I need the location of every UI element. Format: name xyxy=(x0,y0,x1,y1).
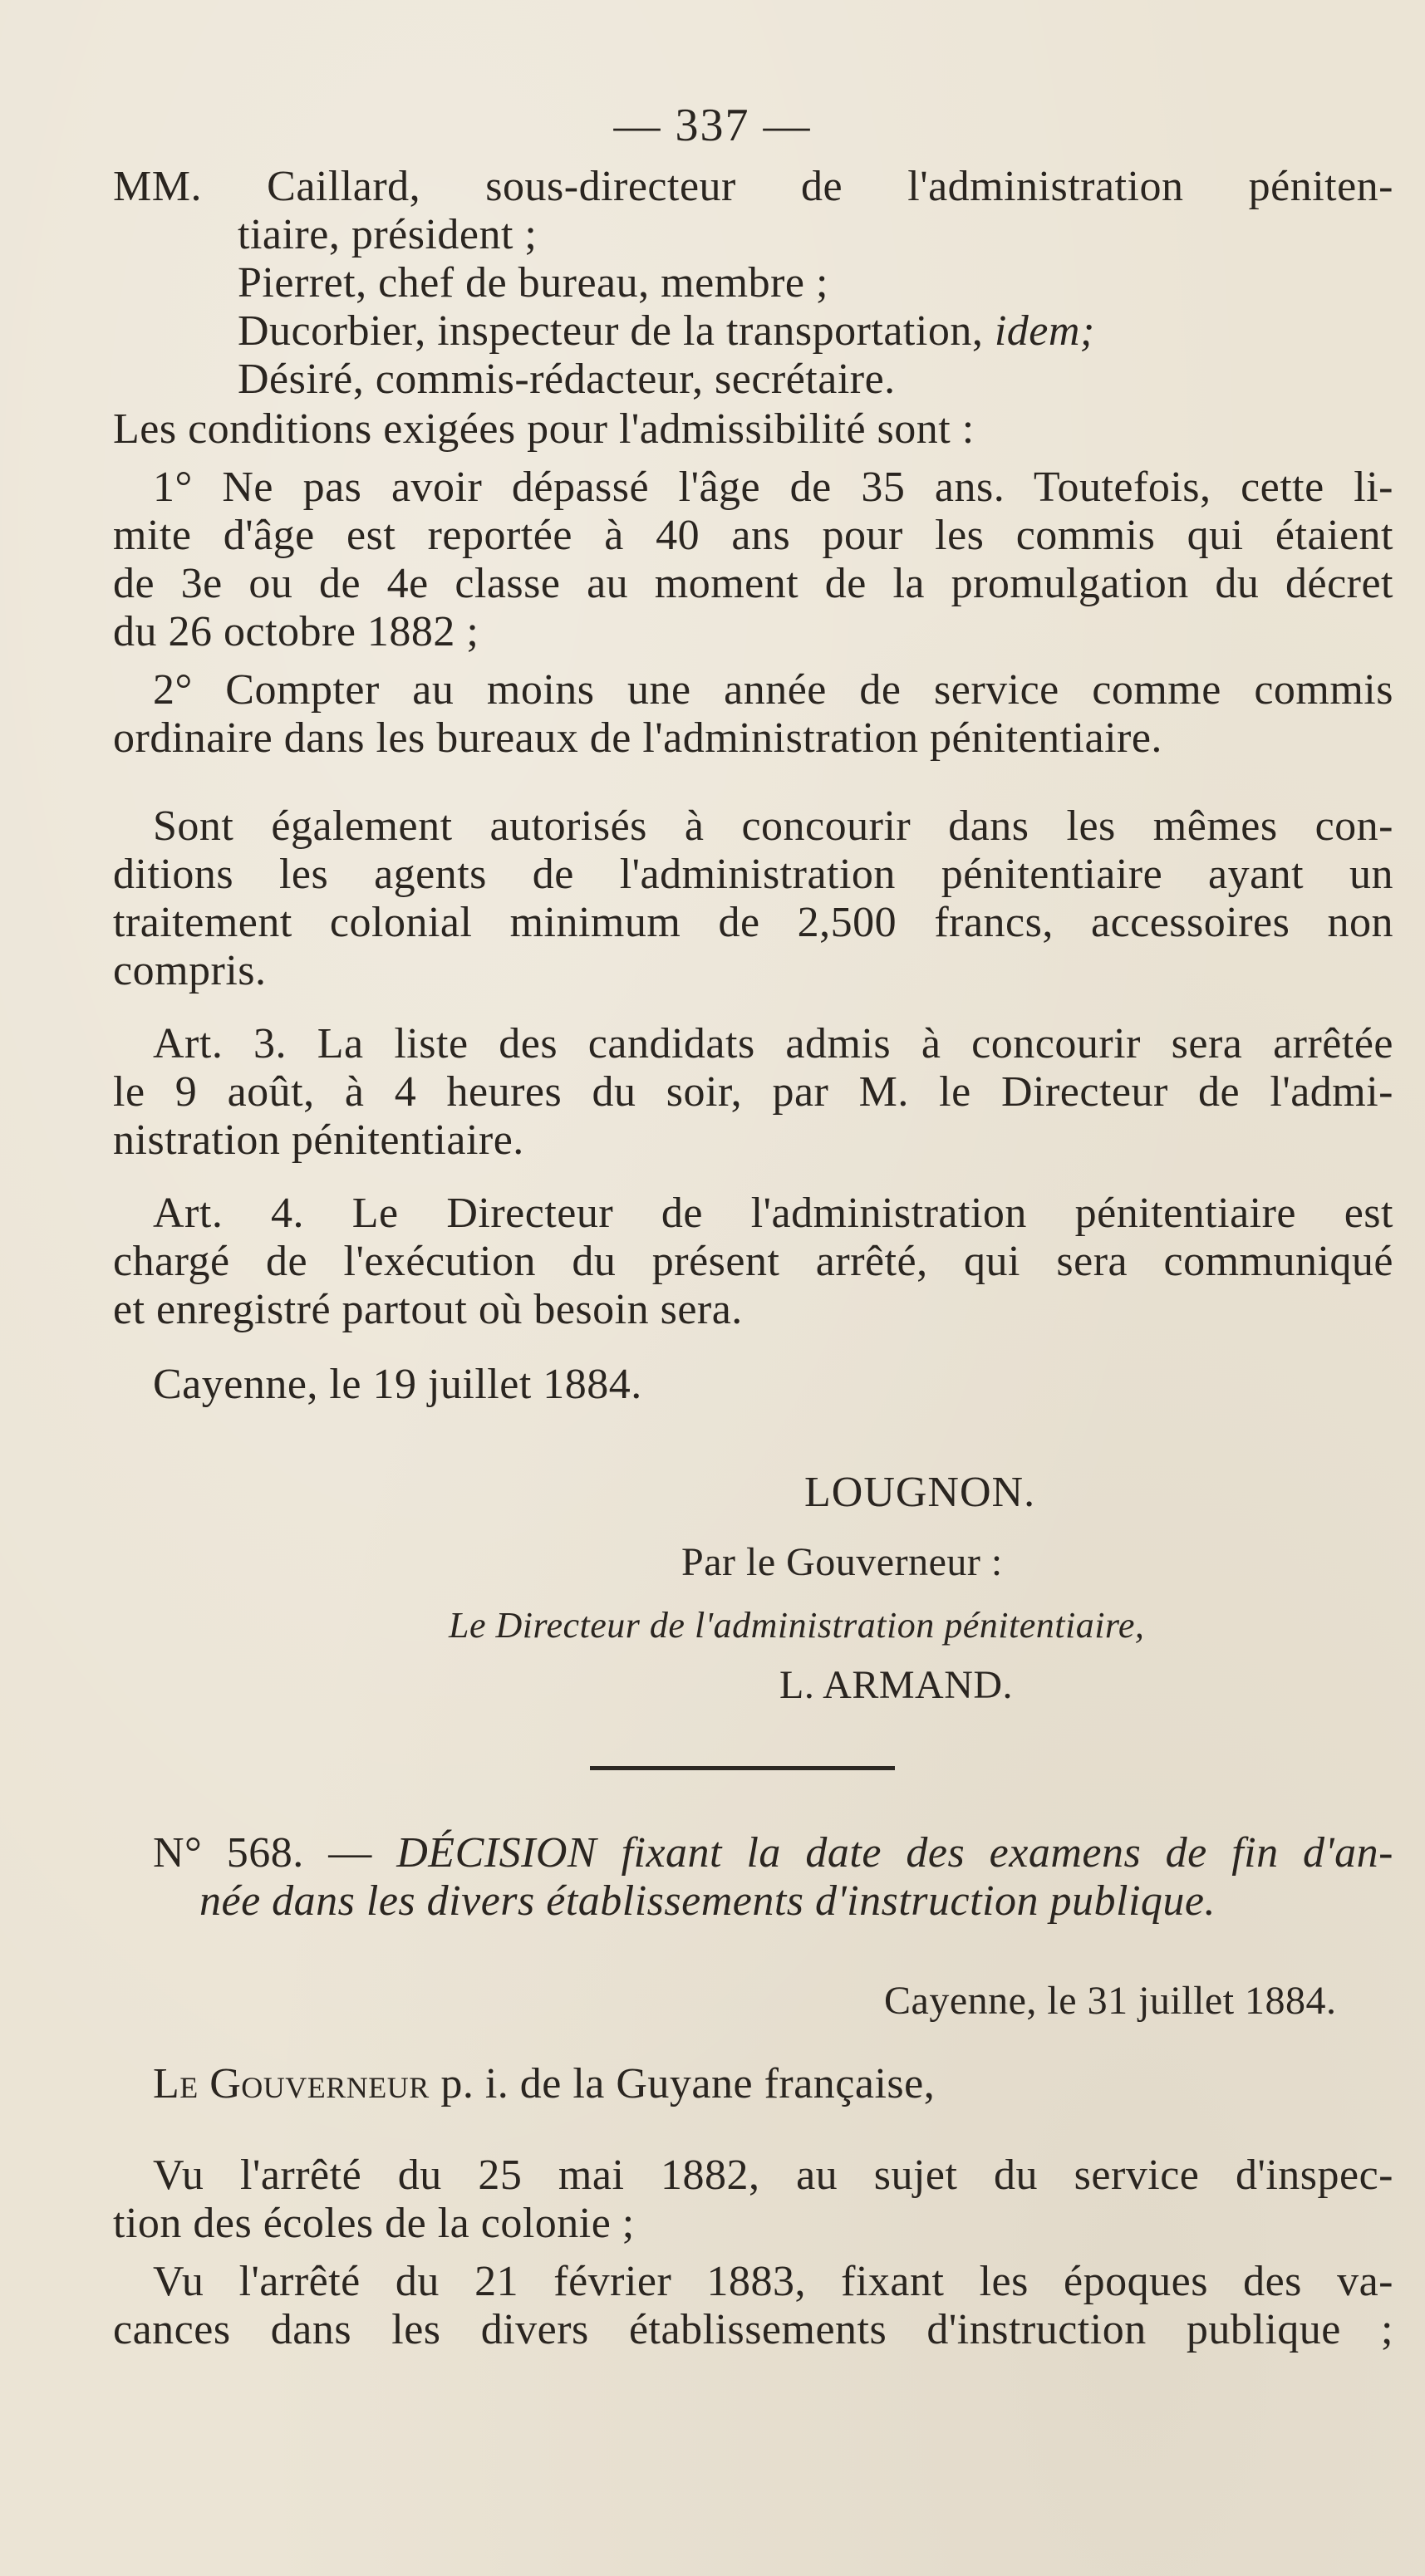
considering-2-line-1: Vu l'arrêté du 21 février 1883, fixant les époques des va- xyxy=(153,2258,1393,2305)
conditions-intro: Les conditions exigées pour l'admissibilité sont : xyxy=(113,405,975,453)
place-date: Cayenne, le 19 juillet 1884. xyxy=(153,1361,642,1408)
committee-line-4-italic: idem; xyxy=(994,307,1095,355)
committee-line-4-text: Ducorbier, inspecteur de la transportation, xyxy=(238,307,984,355)
agents-line-1: Sont également autorisés à concourir dans les mêmes con- xyxy=(153,802,1393,850)
condition-2-line-1: 2° Compter au moins une année de service comme commis xyxy=(153,666,1393,714)
section-divider xyxy=(590,1766,895,1770)
agents-line-3: traitement colonial minimum de 2,500 francs, accessoires non xyxy=(113,899,1393,946)
committee-line-5: Désiré, commis-rédacteur, secrétaire. xyxy=(238,356,896,403)
committee-line-2: tiaire, président ; xyxy=(238,211,538,258)
governor-rest: p. i. de la Guyane française, xyxy=(440,2060,936,2107)
director-name: L. ARMAND. xyxy=(779,1663,1014,1707)
page-number: — 337 — xyxy=(613,100,812,151)
agents-line-2: ditions les agents de l'administration pénitentiaire ayant un xyxy=(113,851,1393,898)
decision-title-line-2 xyxy=(199,1876,1216,1927)
article-3-line-2: le 9 août, à 4 heures du soir, par M. le Directeur de l'admi- xyxy=(113,1068,1393,1116)
article-4-line-1: Art. 4. Le Directeur de l'administration pénitentiaire est xyxy=(153,1190,1393,1237)
decision-number: N° 568. — xyxy=(153,1829,372,1877)
by-governor: Par le Gouverneur : xyxy=(681,1540,1003,1584)
considering-2-line-2: cances dans les divers établissements d'instruction publique ; xyxy=(113,2306,1393,2353)
committee-line-4 xyxy=(238,306,1095,357)
governor-heading: Le Gouverneur xyxy=(153,2060,430,2107)
condition-1-line-3: de 3e ou de 4e classe au moment de la promulgation du décret xyxy=(113,560,1393,607)
condition-2-line-2: ordinaire dans les bureaux de l'administration pénitentiaire. xyxy=(113,714,1162,762)
director-title: Le Directeur de l'administration pénitentiaire, xyxy=(449,1605,1145,1646)
condition-1-line-2: mite d'âge est reportée à 40 ans pour les commis qui étaient xyxy=(113,512,1393,559)
committee-line-3: Pierret, chef de bureau, membre ; xyxy=(238,259,828,307)
decision-title-italic: DÉCISION fixant la date des examens de fin d'an- xyxy=(396,1829,1393,1877)
decision-dateline: Cayenne, le 31 juillet 1884. xyxy=(884,1979,1337,2023)
considering-1-line-1: Vu l'arrêté du 25 mai 1882, au sujet du service d'inspec- xyxy=(153,2152,1393,2199)
article-4-line-3: et enregistré partout où besoin sera. xyxy=(113,1286,743,1333)
condition-1-line-4: du 26 octobre 1882 ; xyxy=(113,608,479,655)
article-3-line-3: nistration pénitentiaire. xyxy=(113,1116,524,1164)
decision-title-line-1 xyxy=(153,1828,1393,1879)
article-4-line-2: chargé de l'exécution du présent arrêté, qui sera communiqué xyxy=(113,1238,1393,1285)
condition-1-line-1: 1° Ne pas avoir dépassé l'âge de 35 ans. Toutefois, cette li- xyxy=(153,464,1393,511)
article-3-line-1: Art. 3. La liste des candidats admis à concourir sera arrêtée xyxy=(153,1020,1393,1067)
signature-lougnon: LOUGNON. xyxy=(804,1469,1036,1516)
agents-line-4: compris. xyxy=(113,947,267,994)
decision-title-line-2-text: née dans les divers établissements d'instruction publique. xyxy=(199,1877,1216,1925)
considering-1-line-2: tion des écoles de la colonie ; xyxy=(113,2200,635,2247)
committee-line-1: MM. Caillard, sous-directeur de l'administration péniten- xyxy=(113,163,1393,210)
governor-line xyxy=(153,2058,935,2110)
